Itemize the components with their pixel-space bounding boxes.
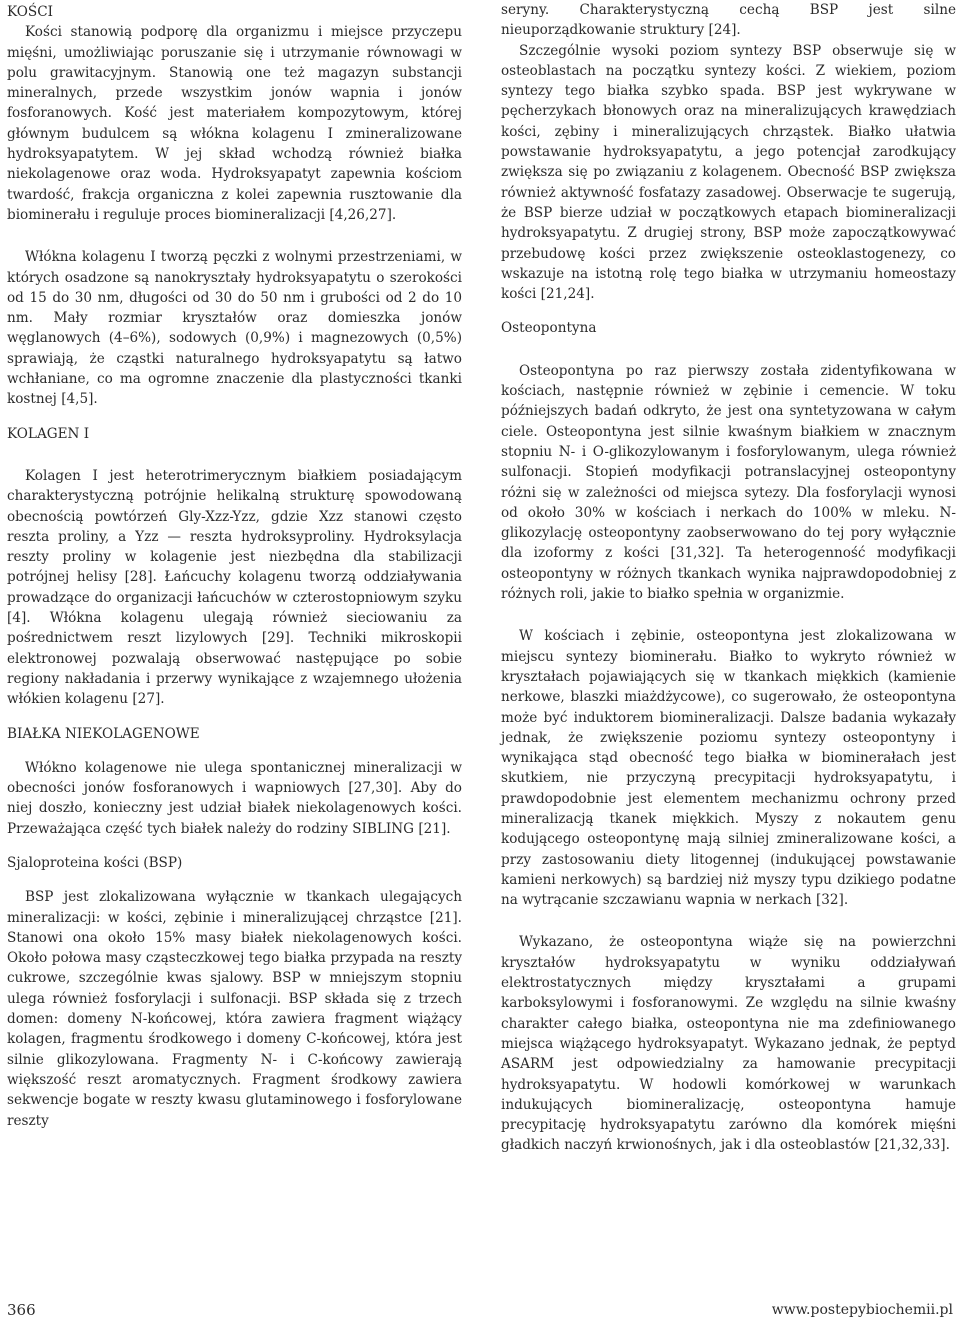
paragraph-kolagen: Kolagen I jest heterotrimerycznym białkiem posiadającym charakterystyczną potrójnie helikalną strukturę spowodowaną obecnością powtórzeń Gly-Xzz-Yzz, gdzie Xzz stanowi często reszta proliny, a Yzz — reszta hydroksyproliny. Hydroksylacja reszty proliny w kolagenie jest niezbędna dla stabilizacji potrójnej helisy [28]. Łańcuchy kolagenu tworzą oddziaływania prowadzące do organizacji łańcuchów w czterostopniowym szyku [4]. Włókna kolagenu ulegają również sieciowaniu za pośrednictwem reszt lizylowych [29]. Techniki mikroskopii elektronowej pozwalają obserwować następujące po sobie regiony nakładania i przerwy wynikające z wzajemnego ułożenia włókien kolagenu [27]. <box>7 467 462 708</box>
subsection-heading-bsp: Sjaloproteina kości (BSP) <box>7 854 183 871</box>
paragraph-bsp-continued: seryny. Charakterystyczną cechą BSP jest silne nieuporządkowanie struktury [24]. <box>501 2 956 39</box>
paragraph-osteopontyna-2: W kościach i zębinie, osteopontyna jest zlokalizowana w miejscu syntezy biominerału. Białko to wykryto również w kryształach pojawiających się w tkankach miękkich (kamienie nerkowe, blaszki miażdżycowe), co sugerowało, że osteopontyna może być induktorem biomineralizacji. Dalsze badania wykazały jednak, że zwiększenie poziomu syntezy osteopontyny i wynikająca stąd obecność tego białka w biominerałach jest skutkiem, nie przyczyną precypitacji hydroksyapatytu, i prawdopodobnie jest elementem mechanizmu ochrony przed mineralizacją tkanek miękkich. Myszy z nokautem genu kodującego osteopontynę mają silniej zmineralizowane kości, a przy zastosowaniu diety litogennej (indukującej powstawanie kamieni nerkowych) są bardziej niż myszy typu dzikiego podatne na wytrącanie szczawianu wapnia w nerkach [32]. <box>501 628 956 909</box>
page-number: 366 <box>7 1301 36 1319</box>
paragraph-osteopontyna-1: Osteopontyna po raz pierwszy została zidentyfikowana w kościach, następnie również w zębinie i cemencie. W toku późniejszych badań odkryto, że jest ona syntetyzowana w całym ciele. Osteopontyna jest silnie kwaśnym białkiem w znacznym stopniu N- i O-glikozylowanym i fosforylowanym, ulega również sulfonacji. Stopień modyfikacji potranslacyjnej osteopontyny różni się w zależności od miejsca sytezy. Dla fosforylacji wynosi od około 30% w kościach i nerkach do 100% w mleku. N-glikozylację osteopontyny zaobserwowano do tej pory wyłącznie dla izoformy z kości [31,32]. Ta heterogenność modyfikacji osteopontyny w różnych tkankach wynika najprawdopodobniej z różnych roli, jakie to białko spełnia w organizmie. <box>501 362 956 603</box>
subsection-heading-osteopontyna: Osteopontyna <box>501 320 597 337</box>
paragraph-bsp: BSP jest zlokalizowana wyłącznie w tkankach ulegających mineralizacji: w kości, zębinie i mineralizującej chrząstce [21]. Stanowi ona około 15% masy białek niekolagenowych kości. Około połowa masy cząsteczkowej tego białka przypada na reszty cukrowe, szczególnie kwas sjalowy. BSP w mniejszym stopniu ulega również fosforylacji i sulfonacji. BSP składa się z trzech domen: domeny N-końcowej, która zawiera fragment wiążący kolagen, fragmentu środkowego i domeny C-końcowej, która jest silnie glikozylowana. Fragmenty N- i C-końcowy zawierają większość reszt aromatycznych. Fragment środkowy zawiera sekwencje bogate w reszty kwasu glutaminowego i fosforylowane reszty <box>7 889 462 1129</box>
paragraph-wlokna-kolagenu: Włókna kolagenu I tworzą pęczki z wolnymi przestrzeniami, w których osadzone są nanokryształy hydroksyapatytu o szerokości od 15 do 30 nm, długości od 30 do 50 nm i grubości od 2 do 10 nm. Mały rozmiar kryształów oraz domieszka jonów węglanowych (4–6%), sodowych (0,9%) i magnezowych (0,5%) sprawiają, że cząstki naturalnego hydroksyapatytu są łatwo wchłaniane, co ma ogromne znaczenie dla plastyczności tkanki kostnej [4,5]. <box>7 249 462 408</box>
section-heading-kolagen: KOLAGEN I <box>7 425 90 442</box>
paragraph-kosci: Kości stanowią podporę dla organizmu i miejsce przyczepu mięśni, umożliwiając poruszanie się i utrzymanie równowagi w polu grawitacyjnym. Stanowią one też magazyn substancji mineralnych, przede wszystkim jonów wapnia i jonów fosforanowych. Kość jest materiałem kompozytowym, której głównym budulcem są włókna kolagenu I zmineralizowane hydroksyapatytem. W jej skład wchodzą również białka niekolagenowe oraz woda. Hydroksyapatyt zapewnia kościom twardość, frakcja organiczna z kolei zapewnia rusztowanie dla biominerału i reguluje proces biomineralizacji [4,26,27]. <box>7 24 462 223</box>
section-heading-kosci: KOŚCI <box>7 4 54 20</box>
journal-url[interactable]: www.postepybiochemii.pl <box>771 1302 953 1318</box>
paragraph-bsp-synteza: Szczególnie wysoki poziom syntezy BSP obserwuje się w osteoblastach na początku syntezy kości. Z wiekiem, poziom syntezy tego białka szybko spada. BSP jest wykrywane w pęcherzykach błonowych oraz na mineralizujących krawędziach kości, zębiny i mineralizujących chrząstek. Białko ułatwia powstawanie hydroksyapatytu, a jego potencjał zarodkujący zwiększa się po związaniu z kolagenem. Obecność BSP zwiększa również aktywność fosfatazy zasadowej. Obserwacje te sugerują, że BSP bierze udział w początkowych etapach biomineralizacji hydroksyapatytu. Z drugiej strony, BSP może zapoczątkowywać przebudowę kości przez zwiększenie osteoklastogenezy, co wskazuje na istotną rolę tego białka w utrzymaniu homeostazy kości [21,24]. <box>501 42 956 303</box>
paragraph-osteopontyna-3: Wykazano, że osteopontyna wiąże się na powierzchni kryształów hydroksyapatytu w wyniku oddziaływań elektrostatycznych między kryształami a grupami karboksylowymi i fosforanowymi. Ze względu na silnie kwaśny charakter całego białka, osteopontyna nie ma zdefiniowanego miejsca wiążącego hydroksyapatyt. Wykazano jednak, że peptyd ASARM jest odpowiedzialny za hamowanie precypitacji hydroksyapatytu. W hodowli komórkowej w warunkach indukujących biomineralizację, osteopontyna hamuje precypitację hydroksyapatytu zarówno dla komórek mięśni gładkich naczyń krwionośnych, jak i dla osteoblastów [21,32,33]. <box>501 934 956 1154</box>
section-heading-bialka-niekolagenowe: BIAŁKA NIEKOLAGENOWE <box>7 725 200 742</box>
right-column <box>501 0 956 1156</box>
left-column <box>7 0 462 1131</box>
paragraph-bialka-niekolagenowe: Włókno kolagenowe nie ulega spontanicznej mineralizacji w obecności jonów fosforanowych i wapniowych [27,30]. Aby do niej doszło, konieczny jest udział białek niekolagenowych kości. Przeważająca część tych białek należy do rodziny SIBLING [21]. <box>7 759 462 837</box>
